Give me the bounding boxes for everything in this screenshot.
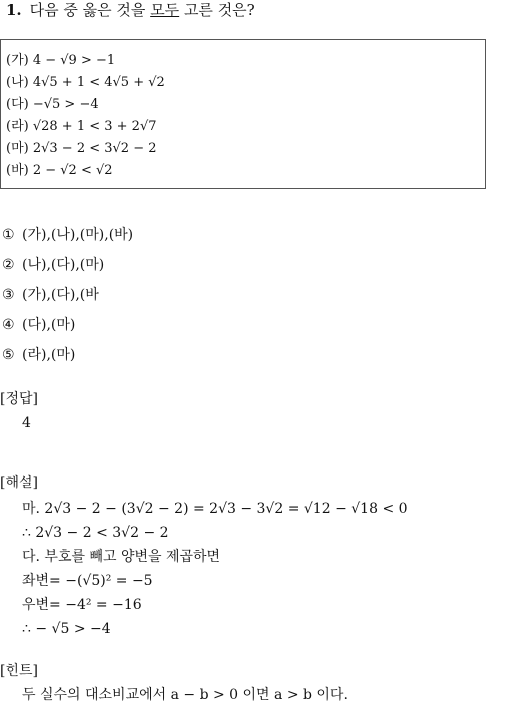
choice-1[interactable] (2, 226, 133, 244)
statement-ra: (라) √28 + 1 < 3 + 2√7 (6, 119, 157, 134)
statement-ma: (마) 2√3 − 2 < 3√2 − 2 (6, 141, 157, 156)
choice-3[interactable] (2, 286, 99, 304)
choice-4[interactable] (2, 316, 75, 334)
hint-heading: [힌트] (0, 663, 38, 679)
statement-da: (다) −√5 > −4 (6, 97, 99, 112)
explanation-line-3: 다. 부호를 빼고 양변을 제곱하면 (22, 549, 221, 565)
statement-ba: (바) 2 − √2 < √2 (6, 163, 113, 178)
explanation-line-4: 좌변= −(√5)² = −5 (22, 573, 153, 589)
explanation-heading: [해설] (0, 475, 38, 491)
question-text-after: 고른 것은? (179, 1, 255, 19)
hint-text: 두 실수의 대소비교에서 a − b > 0 이면 a > b 이다. (22, 687, 348, 703)
question-title (6, 0, 255, 20)
explanation-line-1: 마. 2√3 − 2 − (3√2 − 2) = 2√3 − 3√2 = √12 − √18 < 0 (22, 501, 408, 517)
question-underlined-text: 모두 (150, 1, 180, 19)
choice-5-mark: ⑤ (2, 347, 15, 363)
choice-2-text: (나),(다),(마) (22, 257, 105, 273)
explanation-line-5: 우변= −4² = −16 (22, 597, 142, 613)
choice-4-mark: ④ (2, 317, 15, 333)
statement-ga: (가) 4 − √9 > −1 (6, 53, 116, 68)
answer-heading: [정답] (0, 391, 38, 407)
statements-box (0, 39, 486, 189)
question-number: 1. (6, 1, 22, 19)
explanation-line-6: ∴ − √5 > −4 (22, 621, 111, 637)
choice-5[interactable] (2, 346, 75, 364)
choice-2-mark: ② (2, 257, 15, 273)
choice-3-text: (가),(다),(바 (22, 287, 99, 303)
answer-value: 4 (22, 415, 31, 431)
choice-2[interactable] (2, 256, 104, 274)
explanation-line-2: ∴ 2√3 − 2 < 3√2 − 2 (22, 525, 169, 541)
choice-1-text: (가),(나),(마),(바) (22, 227, 134, 243)
choice-1-mark: ① (2, 227, 15, 243)
choice-3-mark: ③ (2, 287, 15, 303)
statement-na: (나) 4√5 + 1 < 4√5 + √2 (6, 75, 165, 90)
question-text-before: 다음 중 옳은 것을 (29, 1, 151, 19)
choice-5-text: (라),(마) (22, 347, 76, 363)
choice-4-text: (다),(마) (22, 317, 76, 333)
